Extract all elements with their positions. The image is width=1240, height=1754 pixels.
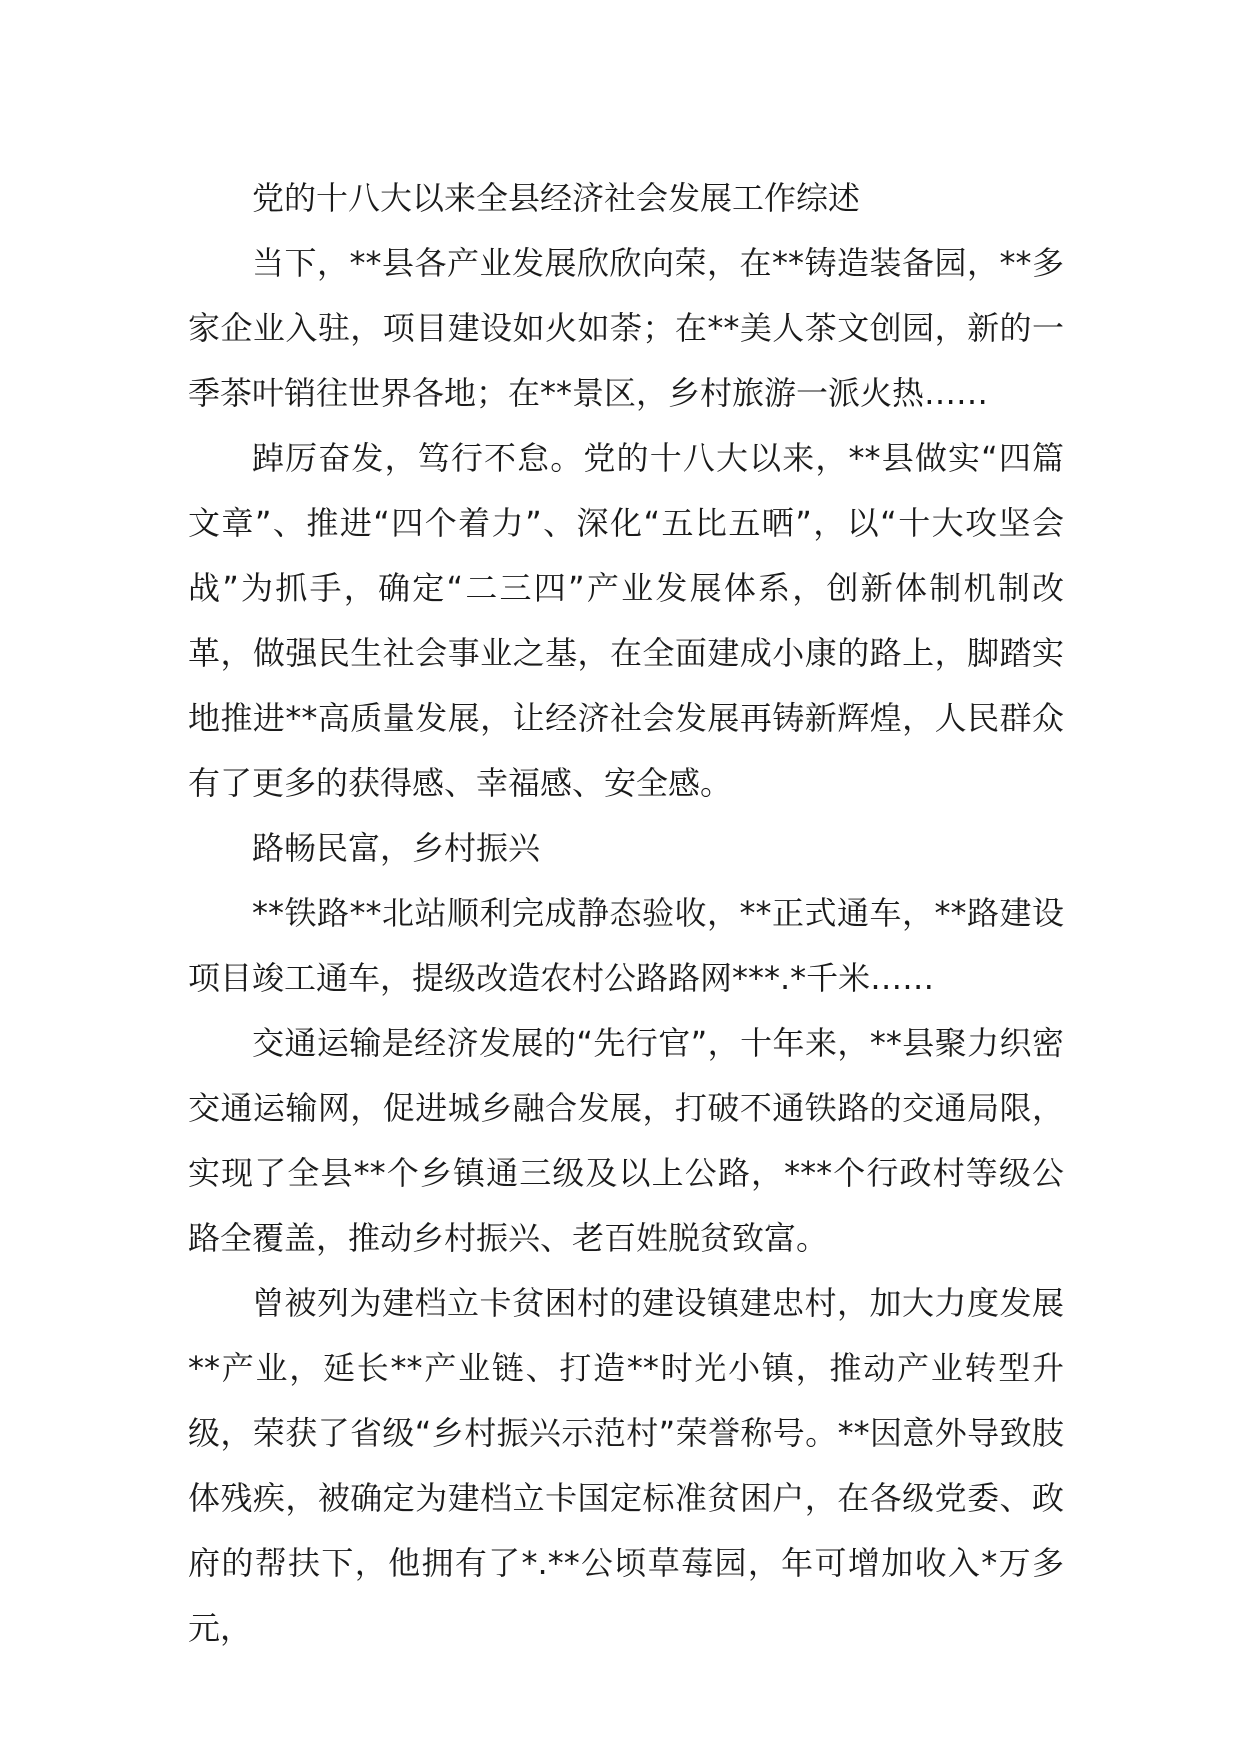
paragraph-intro: 当下，**县各产业发展欣欣向荣，在**铸造装备园，**多家企业入驻，项目建设如火如荼；在**美人茶文创园，新的一季茶叶销往世界各地；在**景区，乡村旅游一派火热…… xyxy=(188,244,1064,412)
paragraph-railway: **铁路**北站顺利完成静态验收，**正式通车，**路建设项目竣工通车，提级改造农村公路路网***.*千米…… xyxy=(188,894,1064,997)
paragraph-village: 曾被列为建档立卡贫困村的建设镇建忠村，加大力度发展**产业，延长**产业链、打造**时光小镇，推动产业转型升级，荣获了省级“乡村振兴示范村”荣誉称号。**因意外导致肢体残疾，被确定为建档立卡国定标准贫困户，在各级党委、政府的帮扶下，他拥有了*.**公顷草莓园，年可增加收入*万多元， xyxy=(188,1284,1064,1647)
section-heading: 路畅民富，乡村振兴 xyxy=(252,829,541,867)
document-title: 党的十八大以来全县经济社会发展工作综述 xyxy=(252,179,861,217)
document-body xyxy=(188,166,1064,1661)
paragraph-overview: 踔厉奋发，笃行不怠。党的十八大以来，**县做实“四篇文章”、推进“四个着力”、深化“五比五晒”，以“十大攻坚会战”为抓手，确定“二三四”产业发展体系，创新体制机制改革，做强民生社会事业之基，在全面建成小康的路上，脚踏实地推进**高质量发展，让经济社会发展再铸新辉煌，人民群众有了更多的获得感、幸福感、安全感。 xyxy=(188,439,1064,802)
paragraph-transport: 交通运输是经济发展的“先行官”，十年来，**县聚力织密交通运输网，促进城乡融合发展，打破不通铁路的交通局限，实现了全县**个乡镇通三级及以上公路，***个行政村等级公路全覆盖，推动乡村振兴、老百姓脱贫致富。 xyxy=(188,1024,1064,1257)
